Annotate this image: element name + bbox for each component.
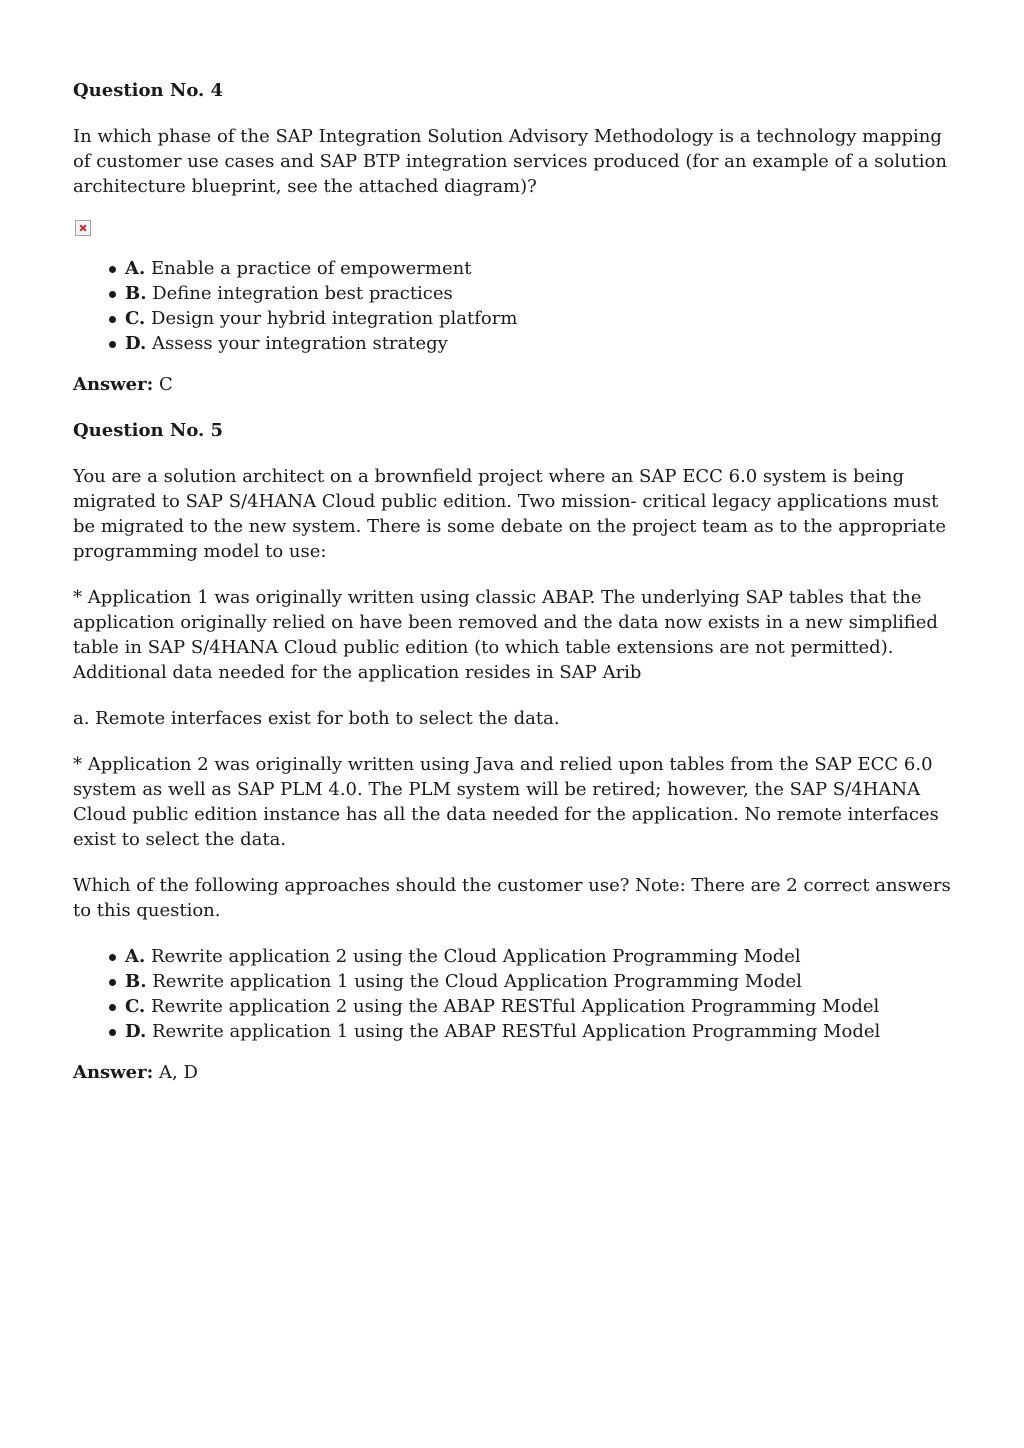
question-5-paragraph: Which of the following approaches should the customer use? Note: There are 2 correct answers to this question. xyxy=(73,875,951,921)
question-5-paragraph: * Application 2 was originally written using Java and relied upon tables from the SAP ECC 6.0 system as well as SAP PLM 4.0. The PLM system will be retired; however, the SAP S/4HANA Cloud public edition instance has all the data needed for the application. No remote interfaces exist to select the data. xyxy=(73,754,939,850)
question-4-text: In which phase of the SAP Integration Solution Advisory Methodology is a technology mapping of customer use cases and SAP BTP integration services produced (for an example of a solution architecture blueprint, see the attached diagram)? xyxy=(73,126,947,197)
question-4-title: Question No. 4 xyxy=(73,80,224,101)
option-item: B. Define integration best practices xyxy=(125,281,953,306)
option-item: A. Rewrite application 2 using the Cloud Application Programming Model xyxy=(125,944,953,969)
option-item: B. Rewrite application 1 using the Cloud Application Programming Model xyxy=(125,969,953,994)
option-item: D. Rewrite application 1 using the ABAP RESTful Application Programming Model xyxy=(125,1019,953,1044)
document-page xyxy=(73,78,953,1106)
question-5-paragraph: You are a solution architect on a brownfield project where an SAP ECC 6.0 system is being migrated to SAP S/4HANA Cloud public edition. Two mission- critical legacy applications must be migrated to the new system. There is some debate on the project team as to the appropriate programming model to use: xyxy=(73,466,947,562)
option-item: A. Enable a practice of empowerment xyxy=(125,256,953,281)
option-item: C. Design your hybrid integration platform xyxy=(125,306,953,331)
question-5-options xyxy=(73,944,953,1044)
question-5-paragraph: * Application 1 was originally written using classic ABAP. The underlying SAP tables that the application originally relied on have been removed and the data now exists in a new simplified table in SAP S/4HANA Cloud public edition (to which table extensions are not permitted). Additional data needed for the application resides in SAP Arib xyxy=(73,587,938,683)
question-4-answer: Answer: C xyxy=(73,374,173,395)
option-item: D. Assess your integration strategy xyxy=(125,331,953,356)
question-5-paragraph: a. Remote interfaces exist for both to select the data. xyxy=(73,708,560,729)
question-5-title: Question No. 5 xyxy=(73,420,224,441)
broken-image-icon xyxy=(75,220,91,236)
question-5-answer: Answer: A, D xyxy=(73,1062,198,1083)
option-item: C. Rewrite application 2 using the ABAP RESTful Application Programming Model xyxy=(125,994,953,1019)
question-4-options xyxy=(73,256,953,356)
